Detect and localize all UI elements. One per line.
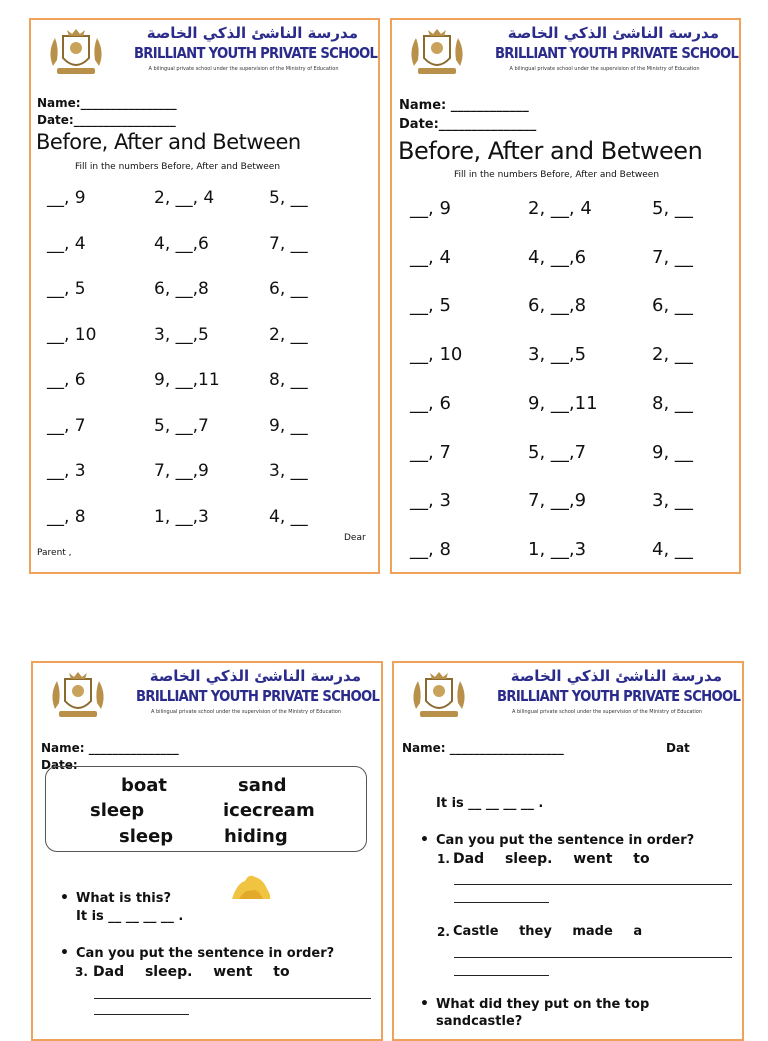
- answer-line: [454, 884, 732, 885]
- number-cell: __, 3: [47, 461, 86, 481]
- item-number: 3.: [75, 965, 88, 979]
- worksheet-card-2: [390, 18, 741, 574]
- school-name: BRILLIANT YOUTH PRIVATE SCHOOL: [497, 687, 741, 705]
- number-cell: 1, __,3: [528, 538, 587, 560]
- answer-line: [454, 975, 549, 976]
- answer-line: [94, 1014, 189, 1015]
- word-bank-item: boat: [121, 775, 168, 796]
- sand-pile-icon: [229, 869, 273, 903]
- parent-text: Parent ,: [37, 548, 72, 558]
- number-cell: 5, __: [269, 188, 308, 208]
- number-cell: 4, __,6: [528, 246, 587, 268]
- name-label: Name: ____________: [399, 98, 529, 113]
- scrambled-sentence: Dad sleep. went to: [453, 851, 650, 867]
- school-header: [31, 20, 378, 86]
- word-bank-box: [45, 766, 367, 852]
- school-name-arabic: مدرسة الناشئ الذكي الخاصة: [510, 667, 722, 685]
- school-crest-logo: [47, 669, 109, 723]
- instruction-text: Fill in the numbers Before, After and Between: [75, 162, 281, 172]
- date-label: Date:: [41, 758, 78, 772]
- number-cell: 4, __,6: [154, 233, 209, 254]
- number-cell: __, 8: [410, 538, 451, 560]
- number-cell: 9, __: [652, 441, 693, 463]
- number-cell: __, 6: [410, 392, 451, 414]
- school-name-arabic: مدرسة الناشئ الذكي الخاصة: [146, 24, 358, 42]
- item-number: 1.: [437, 852, 450, 866]
- school-name-arabic: مدرسة الناشئ الذكي الخاصة: [149, 667, 361, 685]
- number-cell: 5, __,7: [528, 441, 587, 463]
- school-crest-logo: [406, 26, 468, 80]
- number-cell: 1, __,3: [154, 506, 209, 527]
- number-cell: 8, __: [269, 370, 308, 390]
- number-cell: 2, __: [652, 344, 693, 366]
- number-cell: __, 4: [410, 246, 451, 268]
- answer-line: [94, 998, 371, 999]
- number-cell: 6, __: [652, 295, 693, 317]
- word-bank-item: sleep: [90, 800, 145, 821]
- number-cell: __, 8: [47, 506, 86, 527]
- number-cell: 9, __,11: [154, 370, 220, 390]
- date-label: Date:_______________: [399, 117, 537, 132]
- school-header: [33, 663, 381, 729]
- scrambled-sentence: Dad sleep. went to: [93, 964, 290, 980]
- date-label: Date:_________________: [37, 113, 176, 127]
- word-bank-item: sleep: [119, 826, 174, 847]
- dear-text: Dear: [344, 533, 366, 543]
- word-bank-item: hiding: [224, 826, 288, 847]
- number-cell: 3, __,5: [154, 324, 209, 345]
- scrambled-sentence: Castle they made a: [453, 924, 643, 939]
- word-bank-item: icecream: [223, 800, 315, 821]
- number-cell: __, 9: [47, 188, 86, 208]
- answer-line: [454, 957, 732, 958]
- date-label: Dat: [666, 741, 690, 755]
- question-sentence-order: • Can you put the sentence in order?: [76, 946, 334, 961]
- answer-blank: It is __ __ __ __ .: [76, 909, 184, 924]
- number-cell: 7, __: [269, 233, 308, 254]
- number-cell: __, 10: [47, 324, 97, 345]
- number-cell: __, 4: [47, 233, 86, 254]
- worksheet-card-3: [31, 661, 383, 1041]
- number-cell: __, 5: [410, 295, 451, 317]
- number-cell: 3, __: [652, 490, 693, 512]
- school-header: [392, 20, 739, 86]
- school-header: [394, 663, 742, 729]
- question-sentence-order: • Can you put the sentence in order?: [436, 833, 694, 848]
- school-name: BRILLIANT YOUTH PRIVATE SCHOOL: [136, 687, 380, 705]
- number-cell: __, 5: [47, 279, 86, 299]
- school-tagline: A bilingual private school under the supervision of the Ministry of Education: [512, 709, 702, 715]
- number-cell: __, 10: [410, 344, 463, 366]
- worksheet-card-1: [29, 18, 380, 574]
- school-name: BRILLIANT YOUTH PRIVATE SCHOOL: [494, 44, 739, 62]
- answer-line: [454, 902, 549, 903]
- number-cell: 4, __: [652, 538, 693, 560]
- number-cell: 2, __, 4: [154, 188, 215, 208]
- school-tagline: A bilingual private school under the supervision of the Ministry of Education: [148, 66, 339, 72]
- question-what-is-this: • What is this?: [76, 891, 171, 906]
- number-cell: __, 7: [47, 415, 86, 436]
- name-label: Name:________________: [37, 96, 177, 110]
- name-label: Name: ___________________: [402, 741, 564, 755]
- name-label: Name: _______________: [41, 741, 179, 755]
- school-name-arabic: مدرسة الناشئ الذكي الخاصة: [507, 24, 719, 42]
- number-cell: 7, __,9: [154, 461, 209, 481]
- number-cell: 9, __: [269, 415, 308, 436]
- school-crest-logo: [45, 26, 107, 80]
- number-cell: 6, __: [269, 279, 308, 299]
- number-cell: 9, __,11: [528, 392, 598, 414]
- number-cell: 5, __: [652, 198, 693, 219]
- number-cell: 4, __: [269, 506, 308, 527]
- number-cell: __, 3: [410, 490, 451, 512]
- number-cell: __, 7: [410, 441, 451, 463]
- number-cell: 3, __,5: [528, 344, 587, 366]
- number-cell: __, 6: [47, 370, 86, 390]
- worksheet-card-4: [392, 661, 744, 1041]
- question-continuation: sandcastle?: [436, 1014, 523, 1029]
- number-cell: 2, __, 4: [528, 198, 592, 219]
- number-cell: 8, __: [652, 392, 693, 414]
- number-cell: 2, __: [269, 324, 308, 345]
- number-cell: 6, __,8: [528, 295, 587, 317]
- question-top-sandcastle: • What did they put on the top: [436, 997, 649, 1012]
- number-cell: 3, __: [269, 461, 308, 481]
- number-cell: 7, __,9: [528, 490, 587, 512]
- word-bank-item: sand: [238, 775, 287, 796]
- number-cell: 5, __,7: [154, 415, 209, 436]
- school-crest-logo: [408, 669, 470, 723]
- school-tagline: A bilingual private school under the supervision of the Ministry of Education: [509, 66, 700, 72]
- school-name: BRILLIANT YOUTH PRIVATE SCHOOL: [133, 44, 378, 62]
- answer-blank: It is __ __ __ __ .: [436, 796, 544, 811]
- worksheet-title: Before, After and Between: [36, 130, 301, 154]
- worksheet-title: Before, After and Between: [398, 137, 703, 165]
- instruction-text: Fill in the numbers Before, After and Between: [454, 170, 660, 180]
- number-cell: 7, __: [652, 246, 693, 268]
- number-cell: __, 9: [410, 198, 451, 219]
- number-cell: 6, __,8: [154, 279, 209, 299]
- school-tagline: A bilingual private school under the supervision of the Ministry of Education: [151, 709, 341, 715]
- item-number: 2.: [437, 925, 450, 939]
